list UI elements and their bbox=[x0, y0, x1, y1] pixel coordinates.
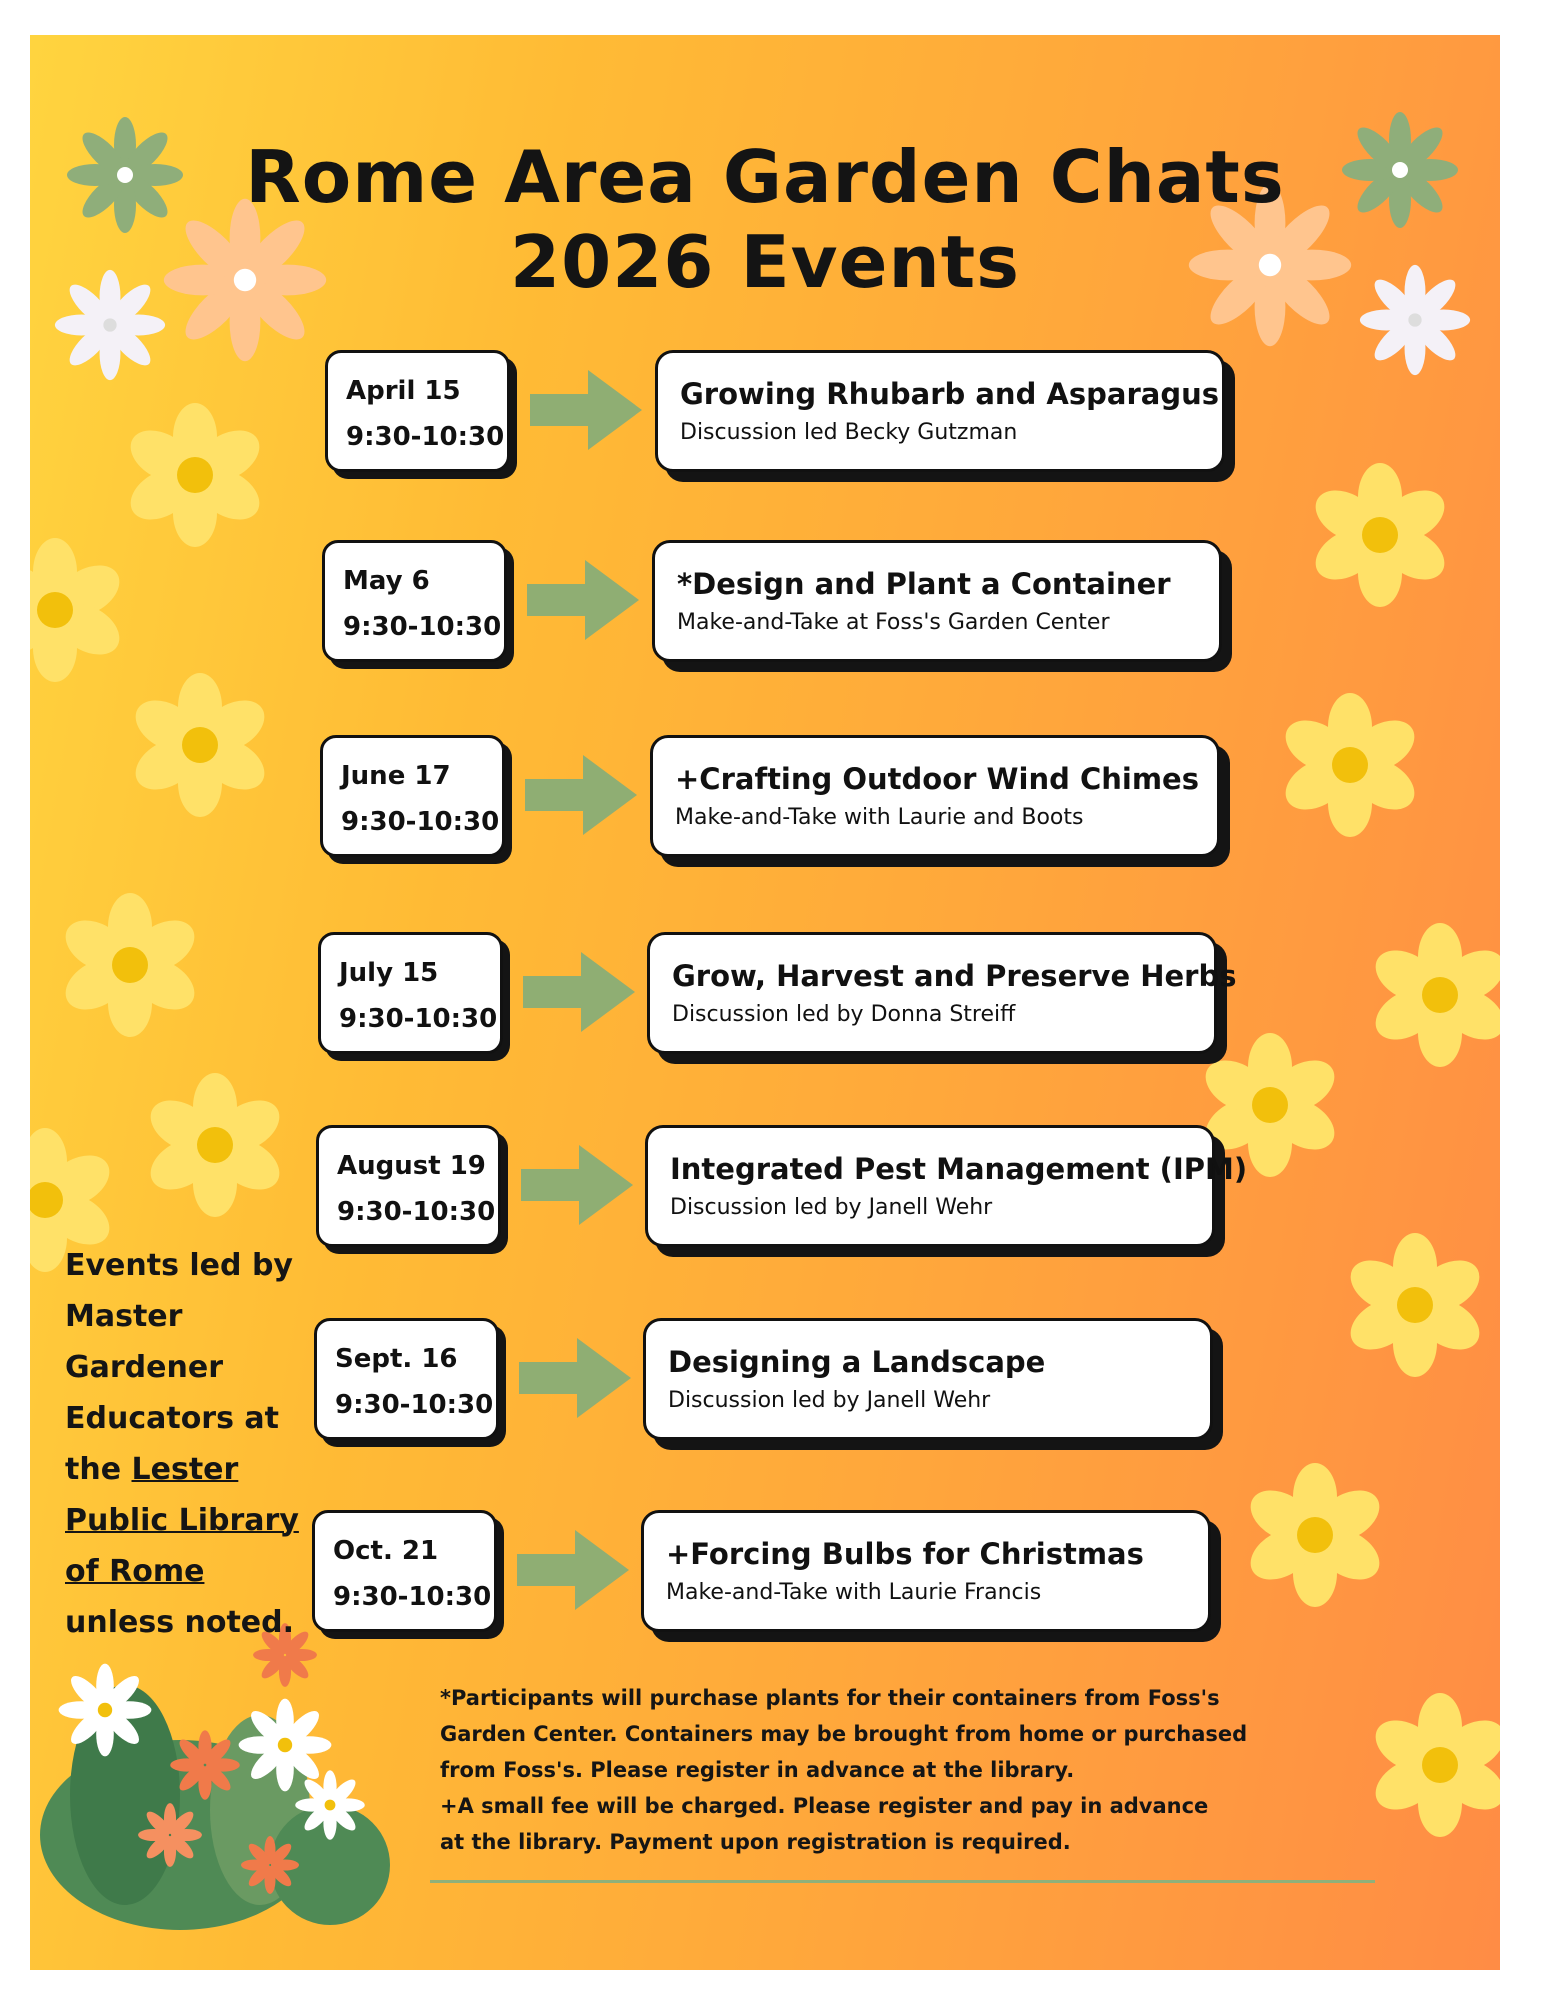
event-title: Integrated Pest Management (IPM) bbox=[670, 1152, 1248, 1186]
event-card bbox=[647, 932, 1237, 1054]
event-date: July 15 bbox=[339, 958, 439, 988]
page-subtitle: 2026 Events bbox=[510, 220, 1020, 304]
sidebar-text: the bbox=[65, 1452, 122, 1487]
event-time: 9:30-10:30 bbox=[339, 1004, 498, 1034]
library-link[interactable]: Lester bbox=[131, 1452, 239, 1487]
event-title: Grow, Harvest and Preserve Herbs bbox=[672, 959, 1237, 993]
event-date-box bbox=[312, 1510, 497, 1632]
divider bbox=[430, 1880, 1375, 1883]
sidebar-line: Events led by bbox=[65, 1248, 293, 1283]
event-subtitle: Discussion led by Janell Wehr bbox=[670, 1195, 993, 1220]
event-date-box bbox=[314, 1318, 499, 1440]
event-time: 9:30-10:30 bbox=[337, 1197, 496, 1227]
event-date-box bbox=[318, 932, 503, 1054]
event-card bbox=[652, 540, 1222, 662]
library-link[interactable]: of Rome bbox=[65, 1554, 205, 1589]
footnote-line: Garden Center. Containers may be brought from home or purchased bbox=[440, 1722, 1248, 1746]
event-subtitle: Make-and-Take at Foss's Garden Center bbox=[677, 610, 1110, 635]
library-link[interactable]: Public Library bbox=[65, 1503, 299, 1538]
sidebar-line bbox=[65, 1444, 305, 1495]
event-title: +Crafting Outdoor Wind Chimes bbox=[675, 762, 1199, 796]
footnote-line: from Foss's. Please register in advance at the library. bbox=[440, 1758, 1075, 1782]
page-title: Rome Area Garden Chats bbox=[245, 135, 1285, 219]
sidebar-line bbox=[65, 1495, 305, 1546]
event-time: 9:30-10:30 bbox=[346, 422, 505, 452]
event-title: +Forcing Bulbs for Christmas bbox=[666, 1537, 1144, 1571]
poster bbox=[30, 35, 1500, 1970]
arrow-right-icon bbox=[525, 755, 637, 835]
arrow-right-icon bbox=[519, 1338, 631, 1418]
arrow-right-icon bbox=[530, 370, 642, 450]
arrow-right-icon bbox=[517, 1530, 629, 1610]
arrow-right-icon bbox=[527, 560, 639, 640]
sidebar-note bbox=[65, 1240, 305, 1648]
event-title: Designing a Landscape bbox=[668, 1345, 1046, 1379]
event-title: *Design and Plant a Container bbox=[677, 567, 1171, 601]
event-subtitle: Make-and-Take with Laurie Francis bbox=[666, 1580, 1042, 1605]
event-subtitle: Discussion led Becky Gutzman bbox=[680, 420, 1018, 445]
sidebar-line: Educators at bbox=[65, 1401, 279, 1436]
event-date-box bbox=[322, 540, 507, 662]
event-subtitle: Make-and-Take with Laurie and Boots bbox=[675, 805, 1084, 830]
event-card bbox=[655, 350, 1225, 472]
sidebar-line: Gardener bbox=[65, 1350, 223, 1385]
event-date-box bbox=[325, 350, 510, 472]
event-subtitle: Discussion led by Janell Wehr bbox=[668, 1388, 991, 1413]
event-time: 9:30-10:30 bbox=[333, 1582, 492, 1612]
event-card bbox=[643, 1318, 1213, 1440]
event-date-box bbox=[316, 1125, 501, 1247]
event-card bbox=[650, 735, 1220, 857]
event-card bbox=[645, 1125, 1248, 1247]
event-card bbox=[641, 1510, 1211, 1632]
event-date: April 15 bbox=[346, 376, 461, 406]
event-date: Sept. 16 bbox=[335, 1344, 458, 1374]
footnote-line: +A small fee will be charged. Please register and pay in advance bbox=[440, 1794, 1209, 1818]
arrow-right-icon bbox=[521, 1145, 633, 1225]
arrow-right-icon bbox=[523, 952, 635, 1032]
footnote-line: *Participants will purchase plants for their containers from Foss's bbox=[440, 1686, 1220, 1710]
footnotes bbox=[440, 1680, 1300, 1860]
event-date-box bbox=[320, 735, 505, 857]
sidebar-line bbox=[65, 1546, 305, 1597]
event-time: 9:30-10:30 bbox=[343, 612, 502, 642]
event-date: June 17 bbox=[341, 761, 451, 791]
event-title: Growing Rhubarb and Asparagus bbox=[680, 377, 1220, 411]
event-date: Oct. 21 bbox=[333, 1536, 439, 1566]
footnote-line: at the library. Payment upon registration is required. bbox=[440, 1830, 1071, 1854]
sidebar-line: Master bbox=[65, 1299, 183, 1334]
event-date: May 6 bbox=[343, 566, 430, 596]
event-subtitle: Discussion led by Donna Streiff bbox=[672, 1002, 1016, 1027]
event-date: August 19 bbox=[337, 1151, 486, 1181]
event-time: 9:30-10:30 bbox=[341, 807, 500, 837]
event-time: 9:30-10:30 bbox=[335, 1390, 494, 1420]
sidebar-line: unless noted. bbox=[65, 1605, 295, 1640]
